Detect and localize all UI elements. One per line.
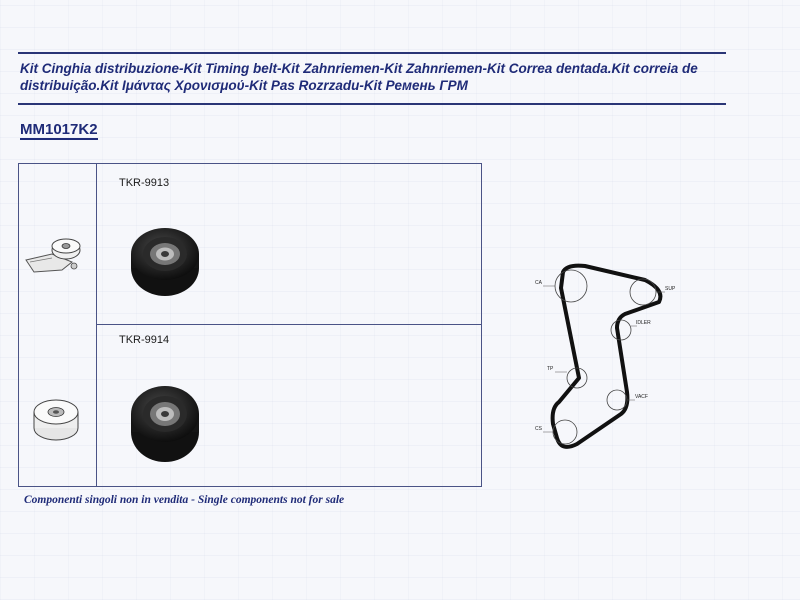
kit-title: Kit Cinghia distribuzione-Kit Timing belt-Kit Zahnriemen-Kit Zahnriemen-Kit Correa dentada.Kit correia de distribuição.Kit Ιμάντας Χρονισμού-Kit Pas Rozrzadu-Kit Ремень ГРМ: [20, 61, 698, 93]
timing-belt-path: [553, 266, 661, 447]
diagram-label-ca: CA: [535, 280, 542, 286]
header-rule-top: [18, 52, 726, 54]
diagram-label-idler: IDLER: [636, 320, 651, 326]
idler-roller-icon: [28, 392, 88, 448]
supply-pulley: [630, 279, 656, 305]
belt-routing-diagram: [525, 258, 675, 458]
tensioner-pulley-icon: [127, 224, 203, 300]
kit-code: MM1017K2: [20, 121, 98, 138]
idler-pulley-icon: [127, 380, 203, 466]
parts-table-row-divider: [97, 324, 481, 325]
not-for-sale-note: Componenti singoli non in vendita - Single components not for sale: [24, 494, 345, 506]
diagram-label-tp: TP: [547, 366, 554, 372]
part-code-tkr-9913: TKR-9913: [119, 177, 170, 189]
vacuum-pump-pulley: [607, 390, 627, 410]
idler-pulley: [611, 320, 631, 340]
part-code-tkr-9914: TKR-9914: [119, 334, 170, 346]
diagram-label-vacf: VACF: [635, 394, 648, 400]
parts-table-column-divider: [96, 164, 97, 486]
header-rule-bottom: [18, 103, 726, 105]
diagram-label-cs: CS: [535, 426, 542, 432]
diagram-label-sup: SUP: [665, 286, 675, 292]
tensioner-assembly-icon: [22, 232, 92, 282]
